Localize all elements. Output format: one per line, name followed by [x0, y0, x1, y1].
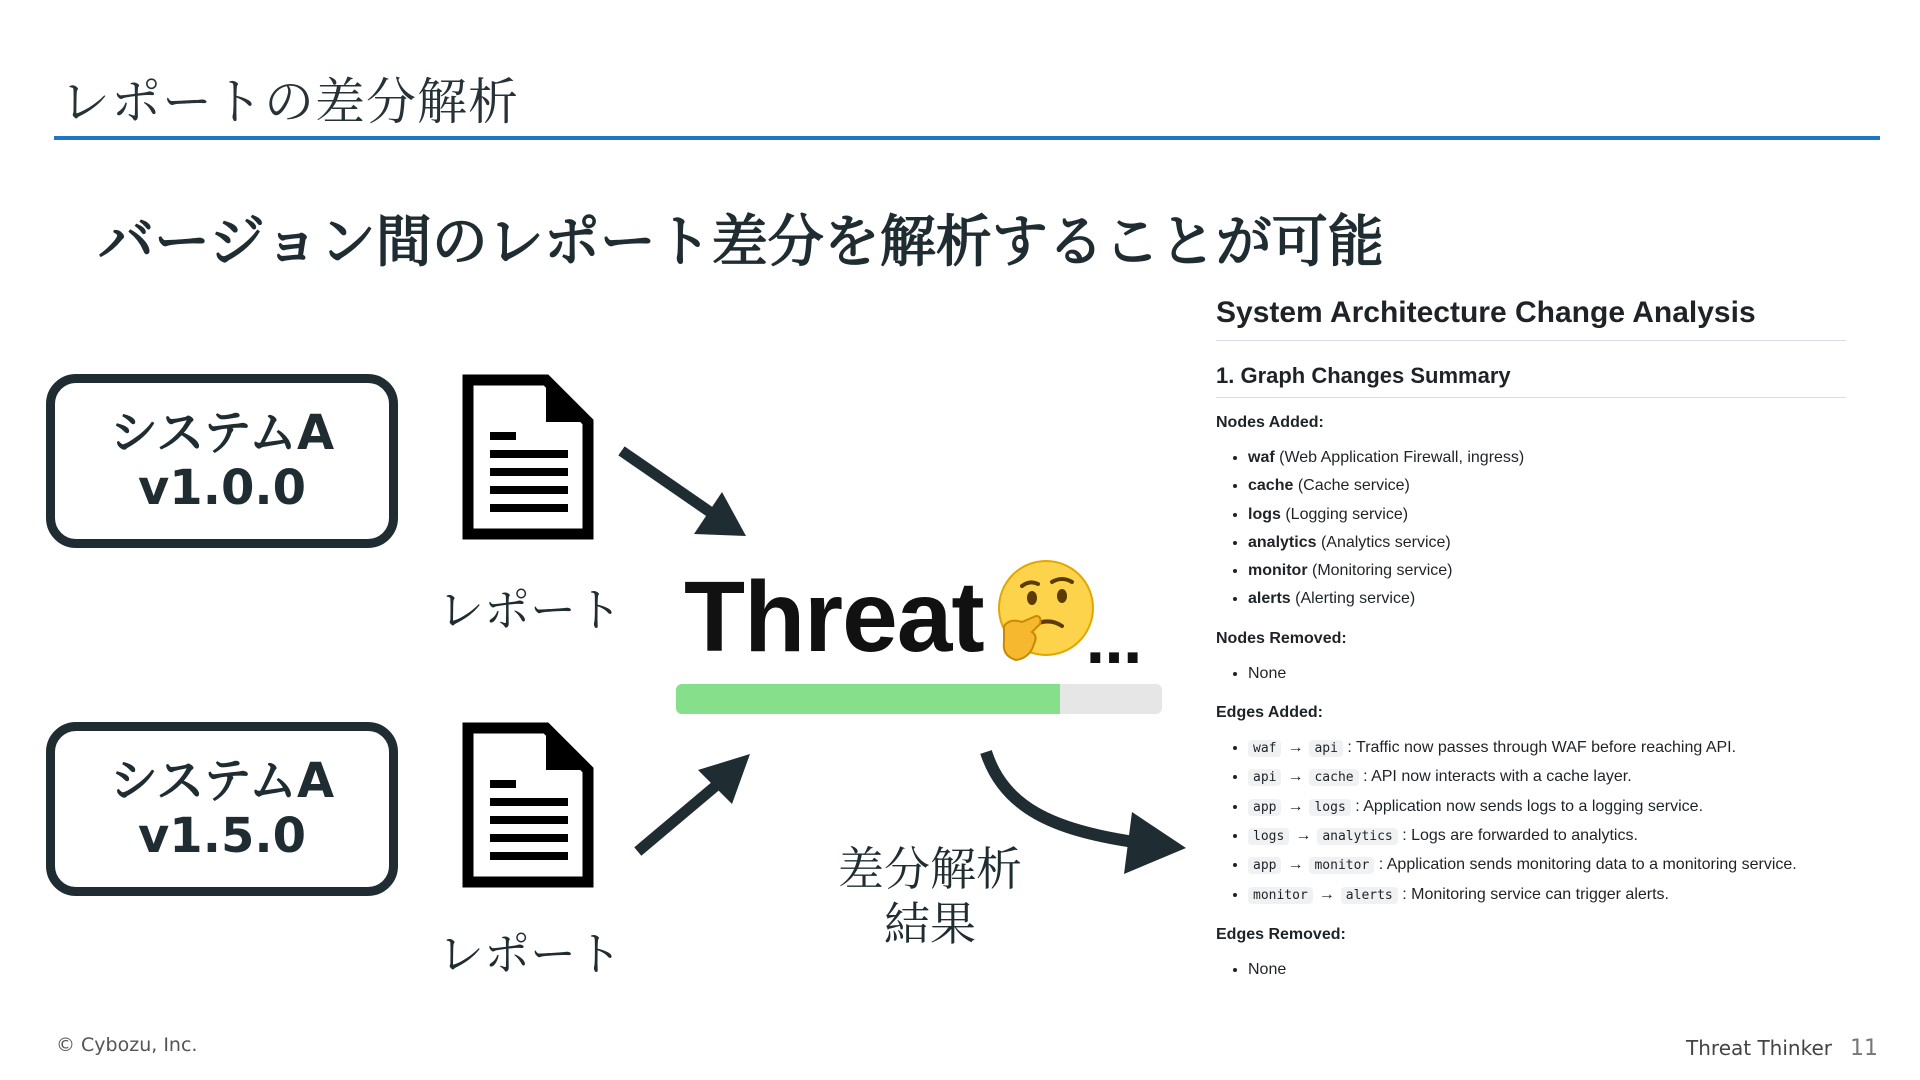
title-rule [54, 136, 1880, 140]
progress-fill [676, 684, 1060, 714]
panel-title: System Architecture Change Analysis [1216, 296, 1846, 341]
edge-to: monitor [1309, 857, 1374, 874]
list-item [1248, 501, 1846, 529]
edge-from: app [1248, 857, 1281, 874]
node-name: cache [1248, 477, 1294, 495]
edge-desc: : Application sends monitoring data to a monitoring service. [1378, 856, 1797, 874]
node-name: monitor [1248, 562, 1308, 580]
thinking-face-icon [992, 556, 1096, 668]
change-analysis-panel [1216, 296, 1846, 984]
list-item [1248, 763, 1846, 792]
edges-removed-list [1216, 956, 1846, 984]
report-label: レポート [438, 927, 622, 981]
edges-added-list [1216, 734, 1846, 910]
node-name: waf [1248, 449, 1275, 466]
report-label: レポート [438, 583, 622, 637]
diff-label-line: 差分解析 [838, 842, 1022, 896]
edge-desc: : Monitoring service can trigger alerts. [1402, 885, 1669, 903]
edge-from: logs [1248, 828, 1289, 845]
copyright: © Cybozu, Inc. [56, 1034, 198, 1056]
product-name: Threat Thinker [1686, 1036, 1832, 1060]
arrow-right-icon: → [1287, 797, 1304, 815]
slide-subtitle: バージョン間のレポート差分を解析することが可能 [98, 210, 1384, 275]
document-icon [462, 722, 594, 888]
arrow-right-icon: → [1287, 856, 1304, 874]
system-version: v1.0.0 [138, 460, 306, 516]
system-version: v1.5.0 [138, 808, 306, 864]
node-name: analytics [1248, 533, 1317, 551]
node-name: logs [1248, 505, 1281, 523]
node-name: alerts [1248, 590, 1291, 608]
ellipsis: … [1086, 612, 1142, 677]
node-desc: (Analytics service) [1320, 533, 1451, 551]
list-item [1248, 444, 1846, 472]
node-desc: (Alerting service) [1295, 590, 1416, 608]
system-name: システムA [109, 404, 335, 461]
threat-text: Threat [684, 561, 984, 673]
list-item [1248, 881, 1846, 910]
edge-from: monitor [1248, 887, 1313, 904]
list-item [1248, 793, 1846, 822]
node-desc: (Cache service) [1297, 477, 1410, 495]
arrow-right-icon: → [1287, 739, 1304, 757]
page-number: 11 [1850, 1036, 1878, 1061]
list-item [1248, 851, 1846, 880]
list-item: • None [1248, 956, 1846, 984]
arrow-down-right-icon [618, 444, 758, 548]
edge-desc: : Traffic now passes through WAF before reaching API. [1347, 739, 1737, 757]
edge-from: api [1248, 769, 1281, 786]
list-item [1248, 734, 1846, 763]
nodes-removed-list [1216, 660, 1846, 688]
nodes-added-list [1216, 444, 1846, 614]
edge-from: app [1248, 799, 1281, 816]
system-name: システムA [109, 752, 335, 809]
nodes-added-heading: Nodes Added: [1216, 414, 1324, 431]
edges-removed-heading: Edges Removed: [1216, 925, 1346, 943]
edge-from: waf [1248, 740, 1281, 757]
list-item [1248, 585, 1846, 613]
edge-to: cache [1309, 769, 1358, 786]
list-item: • None [1248, 660, 1846, 688]
arrow-right-icon: → [1295, 826, 1312, 844]
edge-to: alerts [1341, 887, 1398, 904]
progress-bar [676, 684, 1162, 714]
section-title: 1. Graph Changes Summary [1216, 363, 1846, 398]
edge-desc: : Logs are forwarded to analytics. [1402, 826, 1638, 844]
edges-added-heading: Edges Added: [1216, 704, 1323, 722]
list-item [1248, 822, 1846, 851]
list-item [1248, 529, 1846, 557]
edge-to: api [1309, 740, 1342, 757]
edge-desc: : Application now sends logs to a logging service. [1355, 797, 1704, 815]
arrow-up-right-icon [632, 748, 760, 858]
system-box-v150 [46, 722, 398, 896]
nodes-removed-heading: Nodes Removed: [1216, 629, 1347, 647]
system-box-v100 [46, 374, 398, 548]
diff-label-line: 結果 [884, 897, 976, 952]
edge-to: analytics [1317, 828, 1397, 845]
edge-to: logs [1309, 799, 1350, 816]
arrow-right-icon: → [1287, 768, 1304, 786]
arrow-right-icon: → [1318, 885, 1335, 903]
node-desc: (Logging service) [1285, 505, 1409, 523]
edge-desc: : API now interacts with a cache layer. [1363, 768, 1632, 786]
slide-title: レポートの差分解析 [60, 73, 519, 131]
document-icon [462, 374, 594, 540]
list-item [1248, 472, 1846, 500]
diff-result-label [820, 842, 1040, 952]
node-desc: (Web Application Firewall, ingress) [1279, 449, 1525, 466]
node-desc: (Monitoring service) [1312, 562, 1453, 580]
list-item [1248, 557, 1846, 585]
